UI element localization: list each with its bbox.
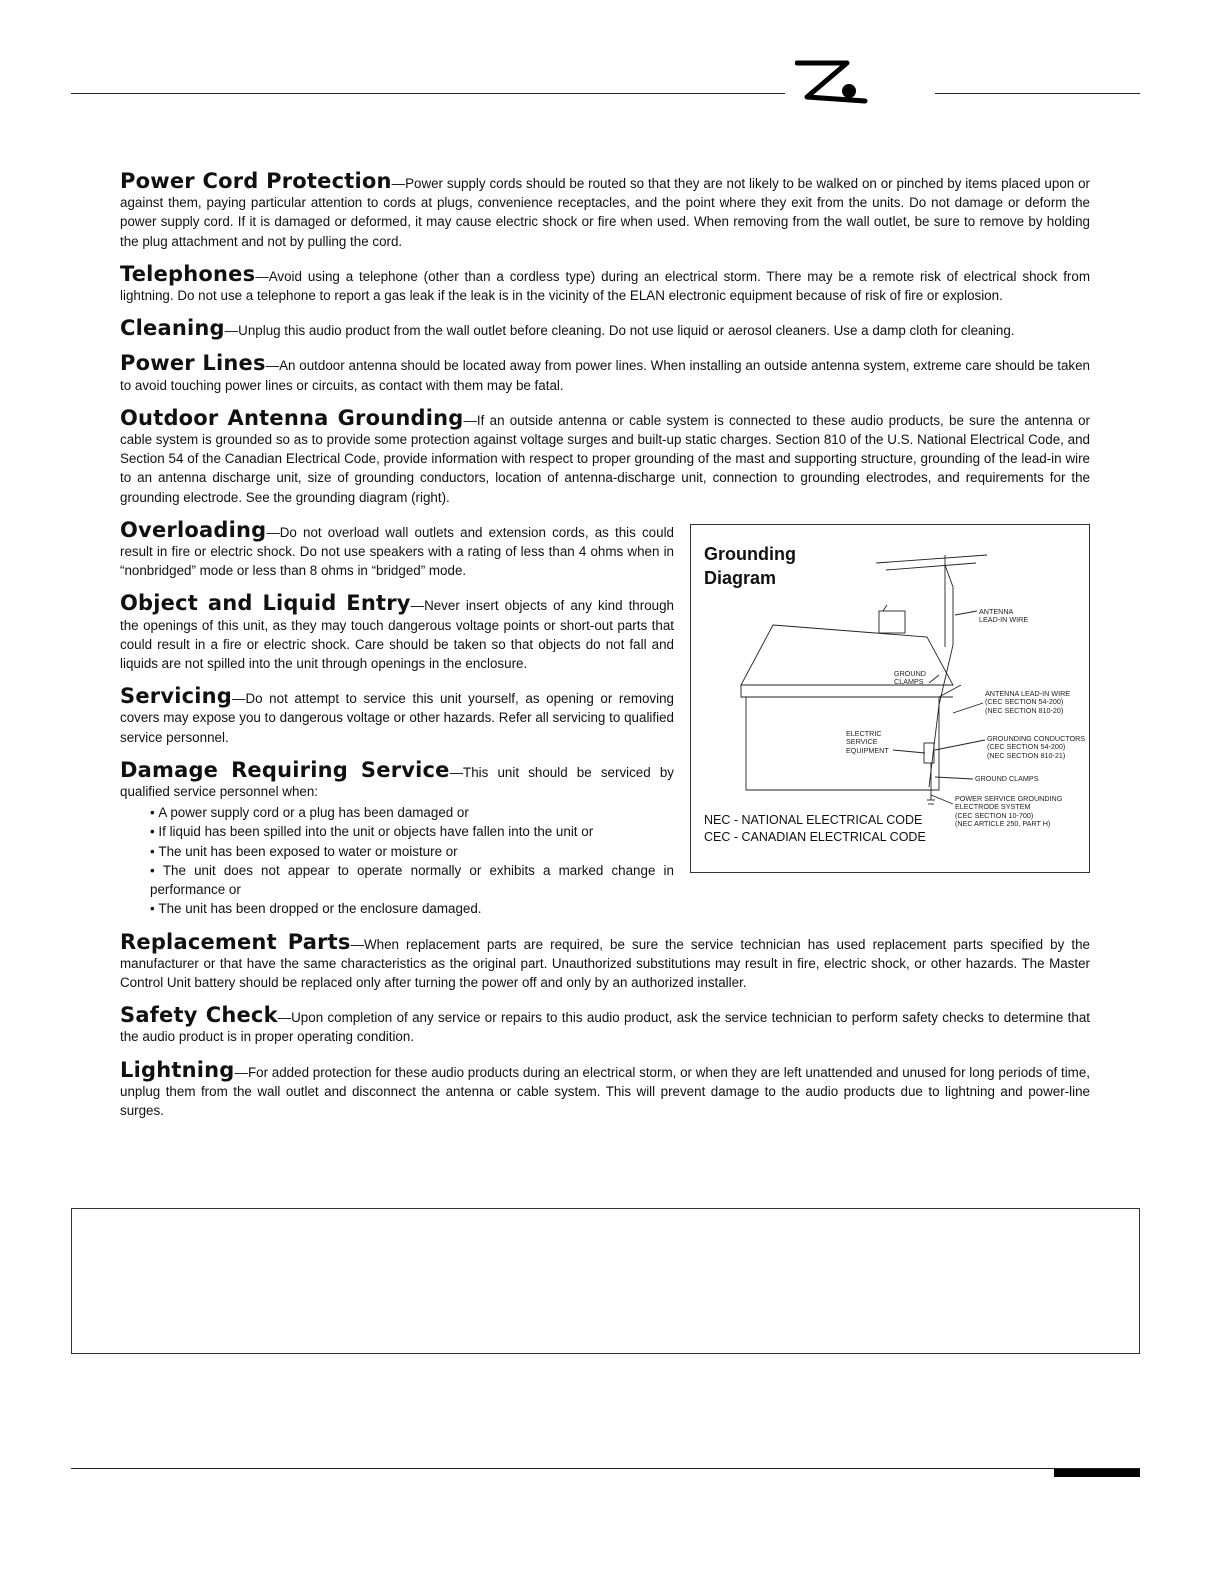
label-ground-clamps: GROUND CLAMPS: [975, 773, 1039, 783]
label-antenna-lead-in: ANTENNA LEAD-IN WIRE: [979, 606, 1029, 625]
section-power-lines: Power Lines—An outdoor antenna should be located away from power lines. When installing an outside antenna system, extreme care should be taken to avoid touching power lines or circuits, as contact with them may be fatal.: [120, 351, 1090, 393]
header-rule-right: [935, 93, 1140, 94]
section-text: Avoid using a telephone (other than a cordless type) during an electrical storm. There may be a remote risk of electrical shock from lightning. Do not use a telephone to report a gas leak if the leak is in the vicinity of the ELAN electronic equipment because of risk of fire or explosion.: [120, 268, 1090, 304]
footer-rule: [71, 1468, 1140, 1469]
nec-legend: NEC - NATIONAL ELECTRICAL CODE: [704, 812, 923, 827]
section-text: An outdoor antenna should be located away from power lines. When installing an outside antenna system, extreme care should be taken to avoid touching power lines or circuits, as contact with them may be fatal.: [120, 358, 1090, 393]
section-heading: Power Cord Protection: [120, 169, 392, 193]
section-servicing: Servicing—Do not attempt to service this unit yourself, as opening or removing covers may expose you to dangerous voltage or other hazards. Refer all servicing to qualified service personnel.: [120, 684, 674, 745]
label-power-service-grounding: POWER SERVICE GROUNDING ELECTRODE SYSTEM (CEC SECTION 10-700) (NEC ARTICLE 250, PART H): [955, 793, 1063, 829]
section-heading: Object and Liquid Entry: [120, 591, 411, 616]
list-item: • A power supply cord or a plug has been damaged or: [150, 803, 1090, 822]
section-heading: Power Lines: [120, 351, 266, 376]
section-text: This unit should be serviced by qualified service personnel when:: [120, 764, 674, 800]
label-grounding-conductors: GROUNDING CONDUCTORS (CEC SECTION 54-200) (NEC SECTION 810-21): [987, 733, 1086, 760]
section-heading: Replacement Parts: [120, 929, 351, 954]
section-heading: Servicing: [120, 684, 233, 709]
list-item: • The unit has been exposed to water or moisture or: [150, 842, 1090, 861]
label-electric-service: ELECTRIC SERVICE EQUIPMENT: [846, 728, 889, 755]
section-telephones: Telephones—Avoid using a telephone (other than a cordless type) during an electrical storm. There may be a remote risk of electrical shock from lightning. Do not use a telephone to report a gas leak if the leak is in the vicinity of the ELAN electronic equipment because of risk of fire or explosion.: [120, 261, 1090, 304]
safety-content: [120, 169, 1090, 1134]
section-text: For added protection for these audio products during an electrical storm, or when they are left unattended and unused for long periods of time, unplug them from the wall outlet and disconnect the antenna or cable system. This will prevent damage to the audio products due to lightning and power-line surges.: [120, 1064, 1090, 1118]
section-text: Power supply cords should be routed so that they are not likely to be walked on or pinched by items placed upon or against them, paying particular attention to cords at plugs, convenience receptacles, and the point where they exit from the units. Do not damage or deform the power supply cord. If it is damaged or deformed, it may cause electric shock or fire when used. When removing from the wall outlet, be sure to remove by holding the plug attachment and not by pulling the cord.: [120, 176, 1090, 249]
section-cleaning: Cleaning—Unplug this audio product from the wall outlet before cleaning. Do not use liquid or aerosol cleaners. Use a damp cloth for cleaning.: [120, 316, 1015, 341]
section-power-cord: Power Cord Protection—Power supply cords should be routed so that they are not likely to be walked on or pinched by items placed upon or against them, paying particular attention to cords at plugs, convenience receptacles, and the point where they exit from the units. Do not damage or deform the power supply cord. If it is damaged or deformed, it may cause electric shock or fire when used. When removing from the wall outlet, be sure to remove by holding the plug attachment and not by pulling the cord.: [120, 169, 1090, 249]
section-heading: Cleaning: [120, 316, 225, 341]
header-rule-left: [71, 93, 785, 94]
section-lightning: Lightning—For added protection for these audio products during an electrical storm, or when they are left unattended and unused for long periods of time, unplug them from the wall outlet and disconnect the antenna or cable system. This will prevent damage to the audio products due to lightning and power-line surges.: [120, 1057, 1090, 1118]
list-item: • The unit does not appear to operate normally or exhibits a marked change in performance or: [150, 861, 1090, 899]
diagram-title-line-1: Grounding: [704, 543, 796, 564]
section-text: If an outside antenna or cable system is connected to these audio products, be sure the antenna or cable system is grounded so as to provide some protection against voltage surges and built-up static charges. Section 810 of the U.S. National Electrical Code, and Section 54 of the Canadian Electrical Code, provide information with respect to proper grounding of the mast and supporting structure, grounding of the lead-in wire to an antenna discharge unit, size of grounding conductors, location of antenna-discharge unit, connection to grounding electrodes, and requirements for the grounding electrode. See the grounding diagram (right).: [120, 412, 1090, 505]
section-damage-requiring-service: Damage Requiring Service—This unit should be serviced by qualified service personnel when: • A power supply cord or a plug has been damaged or • If liquid has been spilled into the unit or objects have fallen into the unit or • The unit has been exposed to water or moisture or • The unit does not appear to operate normally or exhibits a marked change in performance or • The unit has been dropped or the enclosure damaged.: [120, 761, 1090, 919]
grounding-diagram: [690, 524, 1090, 873]
section-heading: Damage Requiring Service: [120, 757, 450, 782]
notice-box: [71, 1208, 1140, 1354]
section-antenna-grounding: Outdoor Antenna Grounding—If an outside antenna or cable system is connected to these audio products, be sure the antenna or cable system is grounded so as to provide some protection against voltage surges and built-up static charges. Section 810 of the U.S. National Electrical Code, and Section 54 of the Canadian Electrical Code, provide information with respect to proper grounding of the mast and supporting structure, grounding of the lead-in wire to an antenna discharge unit, size of grounding conductors, location of antenna-discharge unit, connection to grounding electrodes, and requirements for the grounding electrode. See the grounding diagram (right).: [120, 405, 1090, 505]
section-safety-check: Safety Check—Upon completion of any service or repairs to this audio product, ask the service technician to perform safety checks to determine that the audio product is in proper operating condition.: [120, 1003, 1090, 1045]
section-heading: Telephones: [120, 261, 256, 286]
footer-page-tab: [1054, 1469, 1140, 1477]
section-text: Never insert objects of any kind through the openings of this unit, as they may touch dangerous voltage points or short-out parts that could result in a fire or electric shock. Care should be taken so that objects do not fall and liquids are not spilled into the unit through openings in the enclosure.: [120, 598, 675, 672]
label-antenna-lead-in-section: ANTENNA LEAD-IN WIRE (CEC SECTION 54-200) (NEC SECTION 810-20): [985, 688, 1071, 715]
brand-logo-icon: [795, 55, 870, 110]
label-ground-clamps-top: GROUND CLAMPS: [894, 668, 926, 687]
section-heading: Lightning: [120, 1057, 235, 1082]
section-text: When replacement parts are required, be sure the service technician has used replacement parts specified by the manufacturer or that have the same characteristics as the original part. Unauthorized substitutions may result in fire, electric shock, or other hazards. The Master Control Unit battery should be replaced only after turning the power off and only by an authorized installer.: [120, 936, 1090, 990]
cec-legend: CEC - CANADIAN ELECTRICAL CODE: [704, 829, 926, 844]
list-item: • If liquid has been spilled into the unit or objects have fallen into the unit or: [150, 822, 1090, 841]
section-text: Do not overload wall outlets and extension cords, as this could result in fire or electric shock. Do not use speakers with a rating of less than 4 ohms when in “nonbridged” mode or less than 8 ohms in “bridged” mode.: [120, 524, 674, 579]
list-item: • The unit has been dropped or the enclosure damaged.: [150, 899, 1090, 918]
diagram-title: [704, 542, 796, 590]
section-replacement-parts: Replacement Parts—When replacement parts are required, be sure the service technician has used replacement parts specified by the manufacturer or that have the same characteristics as the original part. Unauthorized substitutions may result in fire, electric shock, or other hazards. The Master Control Unit battery should be replaced only after turning the power off and only by an authorized installer.: [120, 929, 1090, 990]
section-overloading: Overloading—Do not overload wall outlets and extension cords, as this could result in fire or electric shock. Do not use speakers with a rating of less than 4 ohms when in “nonbridged” mode or less than 8 ohms in “bridged” mode.: [120, 517, 674, 579]
section-object-liquid-entry: Object and Liquid Entry—Never insert objects of any kind through the openings of this unit, as they may touch dangerous voltage points or short-out parts that could result in a fire or electric shock. Care should be taken so that objects do not fall and liquids are not spilled into the unit through openings in the enclosure.: [120, 591, 675, 672]
section-text: Upon completion of any service or repairs to this audio product, ask the service technician to perform safety checks to determine that the audio product is in proper operating condition.: [120, 1010, 1090, 1045]
diagram-title-line-2: Diagram: [704, 567, 777, 588]
section-heading: Safety Check: [120, 1003, 278, 1028]
section-text: Do not attempt to service this unit yourself, as opening or removing covers may expose you to dangerous voltage or other hazards. Refer all servicing to qualified service personnel.: [120, 691, 674, 745]
section-heading: Outdoor Antenna Grounding: [120, 405, 464, 430]
section-text: Unplug this audio product from the wall outlet before cleaning. Do not use liquid or aerosol cleaners. Use a damp cloth for cleaning.: [238, 323, 1015, 339]
section-heading: Overloading: [120, 517, 267, 542]
